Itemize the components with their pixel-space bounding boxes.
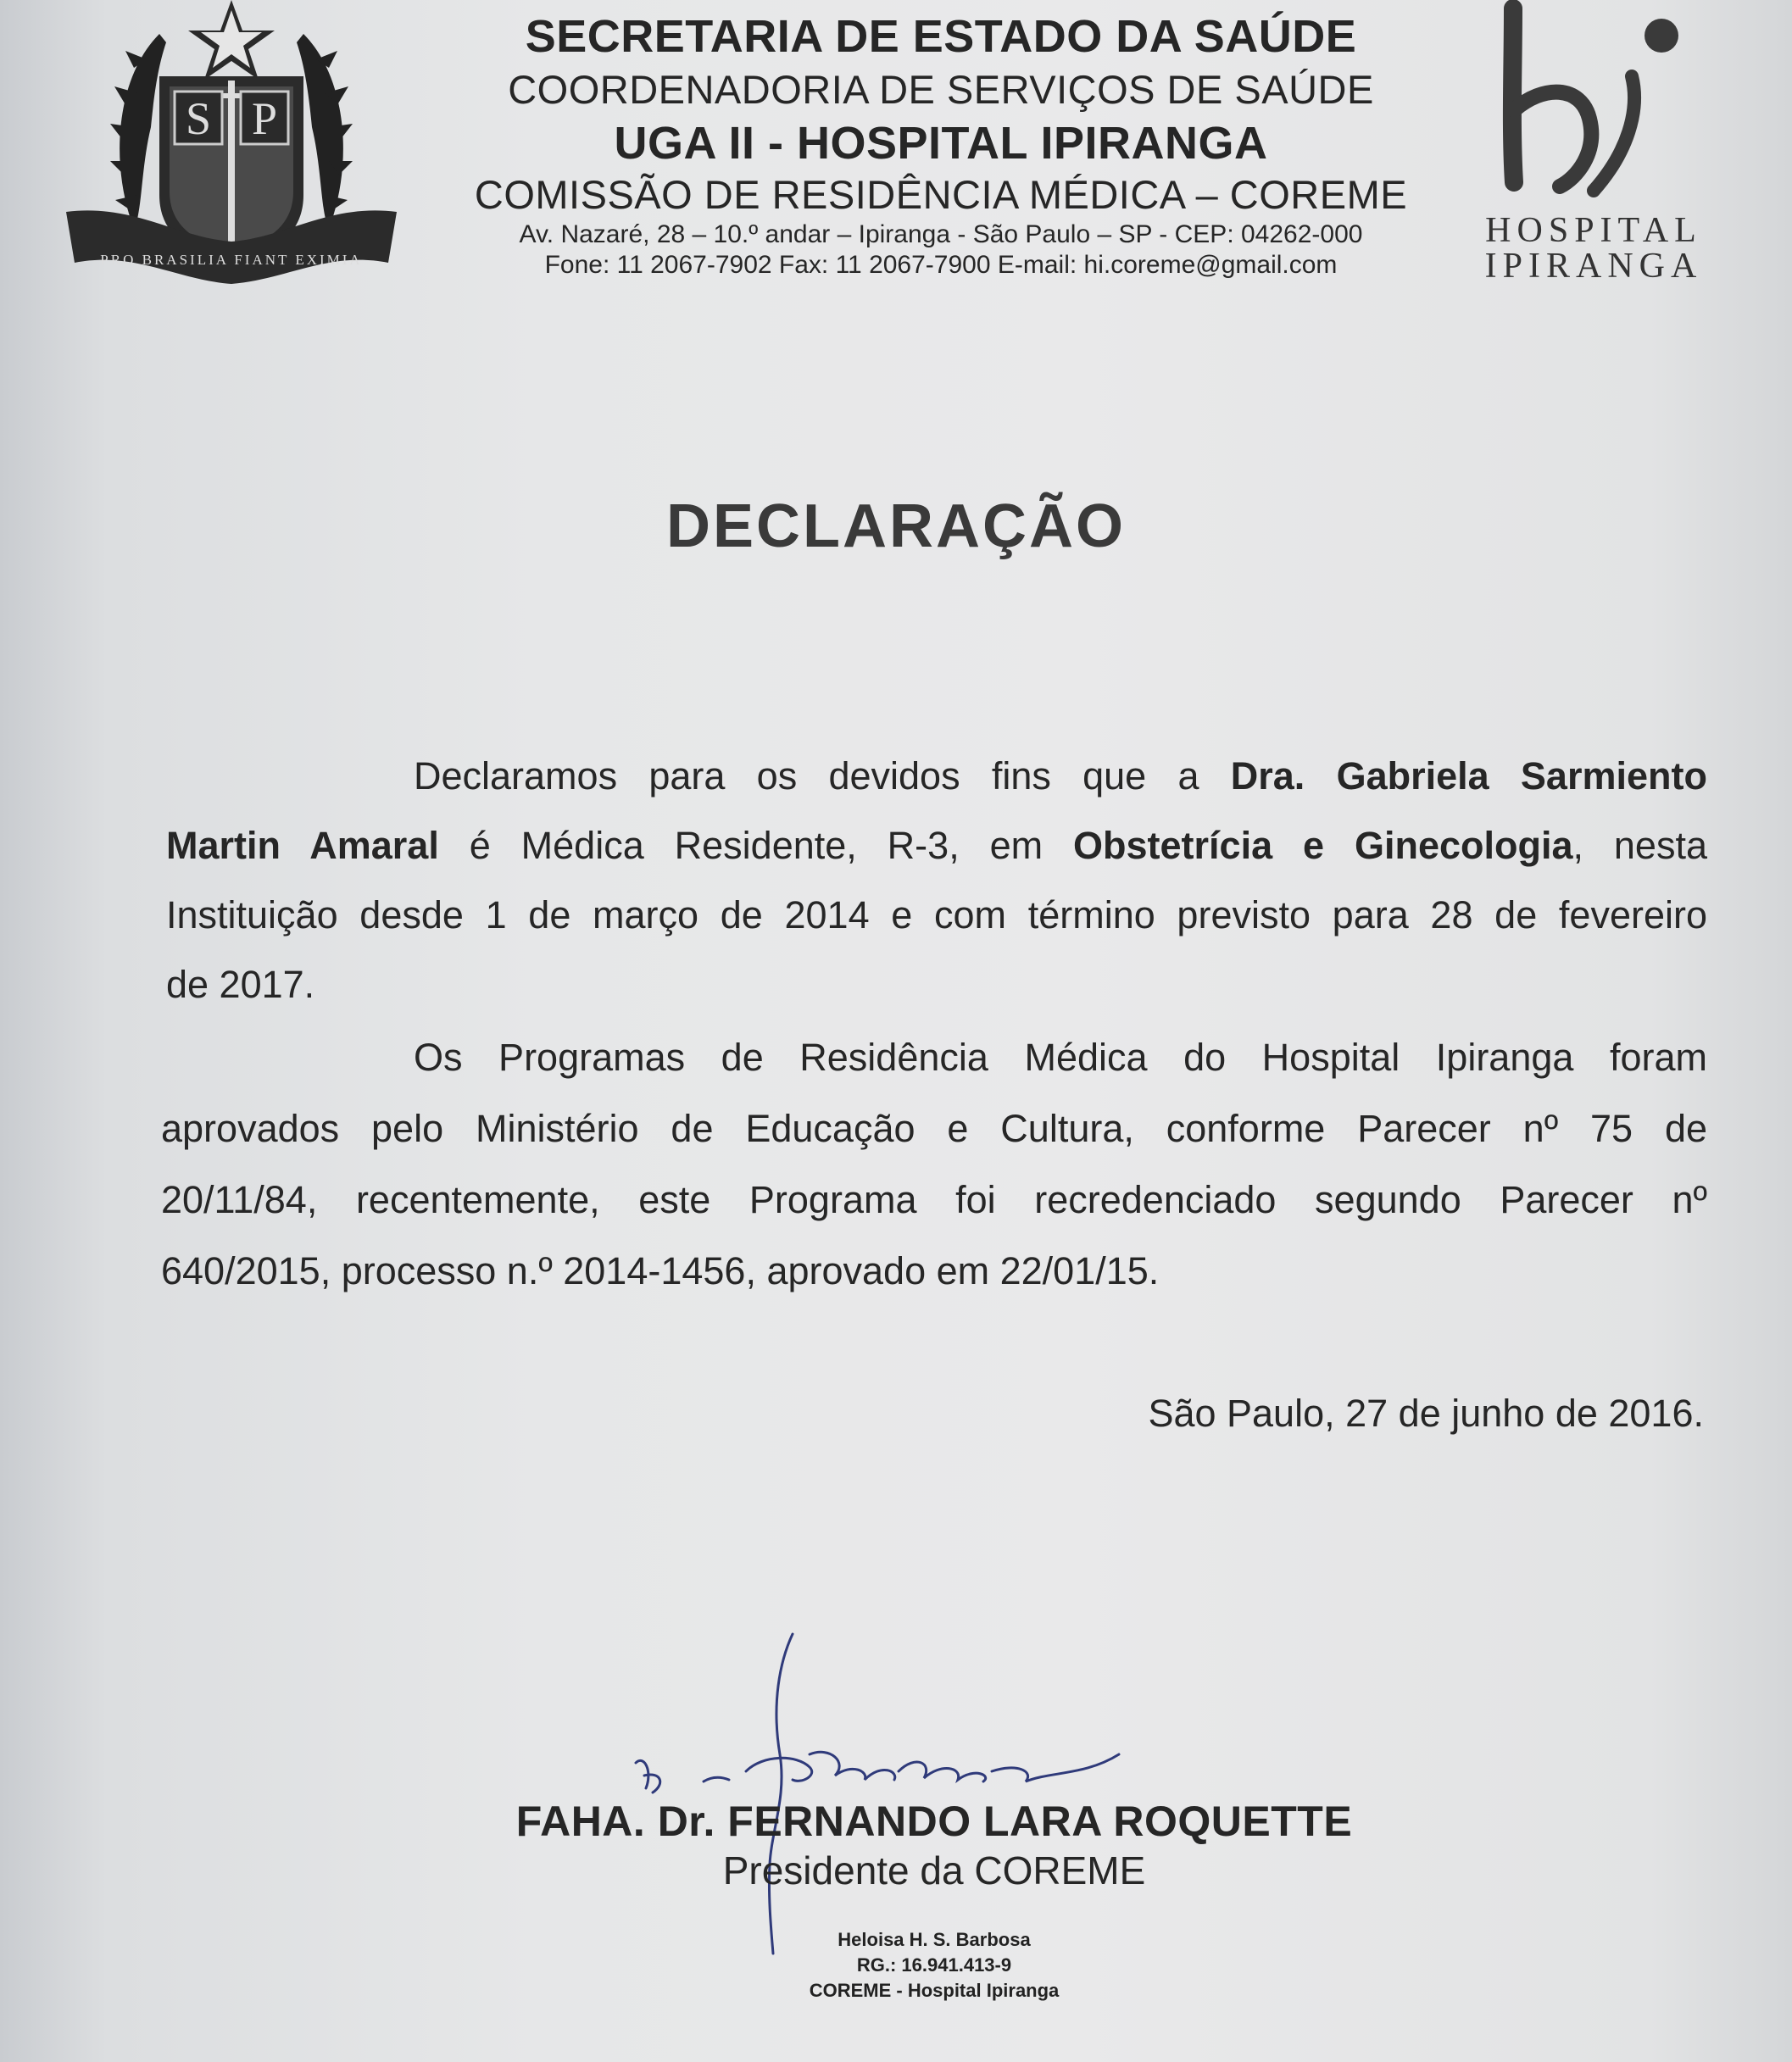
stamp-name: Heloisa H. S. Barbosa bbox=[838, 1929, 1031, 1950]
header-hospital: UGA II - HOSPITAL IPIRANGA bbox=[614, 118, 1268, 169]
coat-motto: PRO BRASILIA FIANT EXIMIA bbox=[100, 252, 363, 268]
p1-mid2: , nesta bbox=[1572, 824, 1707, 867]
signer-name: FAHA. Dr. FERNANDO LARA ROQUETTE bbox=[515, 1798, 1353, 1845]
paragraph1-line4: de 2017. bbox=[166, 963, 315, 1006]
p1-intro: Declaramos para os devidos fins que a bbox=[414, 754, 1231, 798]
paragraph1-line1 bbox=[414, 754, 1707, 798]
paragraph2-line1: Os Programas de Residência Médica do Hospital Ipiranga foram bbox=[414, 1036, 1707, 1079]
p1-specialty: Obstetrícia e Ginecologia bbox=[1073, 824, 1573, 867]
header-address: Av. Nazaré, 28 – 10.º andar – Ipiranga - São Paulo – SP - CEP: 04262-000 bbox=[519, 220, 1363, 248]
document-date: São Paulo, 27 de junho de 2016. bbox=[1148, 1392, 1704, 1435]
header-secretaria: SECRETARIA DE ESTADO DA SAÚDE bbox=[525, 11, 1357, 62]
p1-name-part1: Dra. Gabriela Sarmiento bbox=[1230, 754, 1707, 798]
paragraph1-line2 bbox=[166, 824, 1707, 868]
logo-name-hospital: HOSPITAL bbox=[1485, 211, 1702, 250]
document-title: DECLARAÇÃO bbox=[666, 492, 1126, 560]
logo-name-ipiranga: IPIRANGA bbox=[1484, 247, 1703, 286]
stamp-institution: COREME - Hospital Ipiranga bbox=[809, 1980, 1060, 2001]
p1-mid1: é Médica Residente, R-3, em bbox=[438, 824, 1074, 867]
signature-text: p/ Barbosa bbox=[627, 1627, 632, 1628]
p1-name-part2: Martin Amaral bbox=[166, 824, 439, 867]
paragraph2-line2: aprovados pelo Ministério de Educação e Cultura, conforme Parecer nº 75 de bbox=[161, 1107, 1707, 1150]
stamp-rg: RG.: 16.941.413-9 bbox=[856, 1954, 1012, 1976]
coat-letter-s: S bbox=[185, 93, 212, 144]
paragraph2-line3: 20/11/84, recentemente, este Programa foi recredenciado segundo Parecer nº bbox=[161, 1178, 1707, 1221]
coat-letter-p: P bbox=[251, 93, 278, 144]
hospital-ipiranga-logo bbox=[1433, 0, 1746, 220]
coat-of-arms-seal bbox=[66, 0, 397, 297]
header-contact: Fone: 11 2067-7902 Fax: 11 2067-7900 E-mail: hi.coreme@gmail.com bbox=[544, 251, 1338, 279]
header-coreme: COMISSÃO DE RESIDÊNCIA MÉDICA – COREME bbox=[474, 172, 1408, 217]
handwritten-signature bbox=[627, 1627, 1170, 1958]
header-coordenadoria: COORDENADORIA DE SERVIÇOS DE SAÚDE bbox=[508, 67, 1374, 112]
signer-role: Presidente da COREME bbox=[722, 1848, 1146, 1892]
paragraph1-line3: Instituição desde 1 de março de 2014 e com término previsto para 28 de fevereiro bbox=[166, 893, 1707, 937]
paragraph2-line4: 640/2015, processo n.º 2014-1456, aprovado em 22/01/15. bbox=[161, 1249, 1160, 1292]
